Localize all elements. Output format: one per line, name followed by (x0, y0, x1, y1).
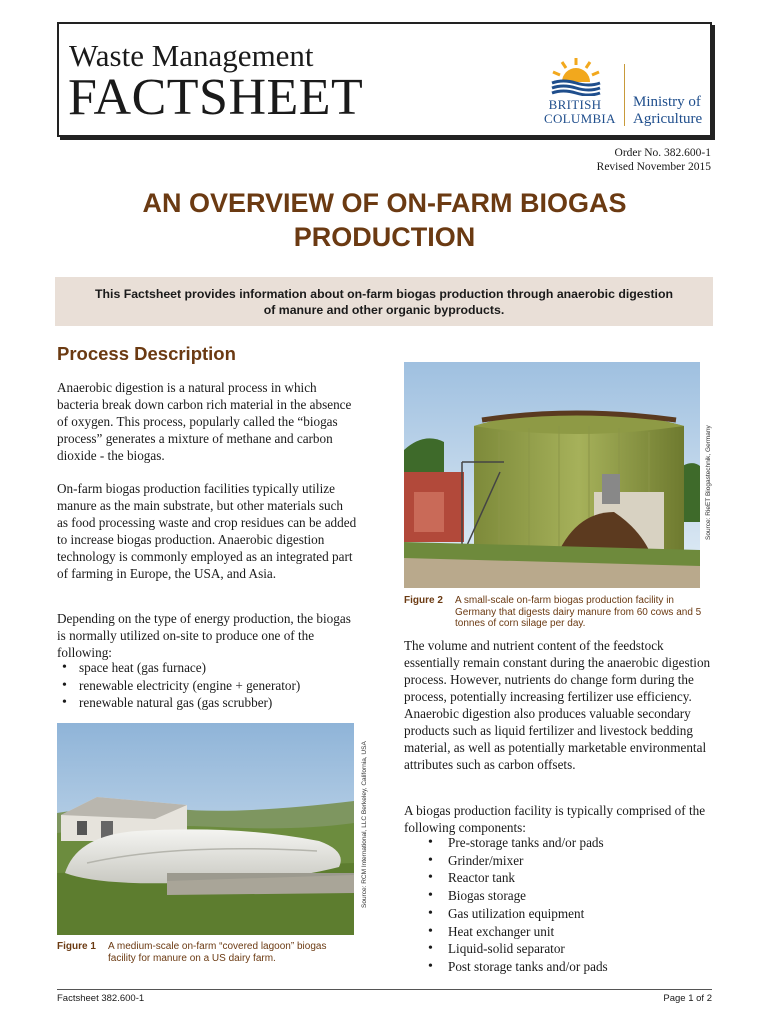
intro-line-1: This Factsheet provides information about on-farm biogas production through anaerobic digestion (95, 287, 673, 301)
paragraph-feedstock-nutrients: The volume and nutrient content of the feedstock essentially remain constant during the anaerobic digestion process. However, nutrients do change form during the process, potentially increasing fertilizer use efficiency. Anaerobic digestion also produces valuable secondary products such as liquid fertilizer and livestock bedding material, as well as potentially marketable environmental attributes such as carbon offsets. (404, 638, 711, 772)
section-heading: Process Description (57, 343, 236, 364)
list-item: • Liquid-solid separator (404, 940, 608, 958)
footer-page-number: Page 1 of 2 (663, 993, 712, 1004)
figure-1-source: Source: RCM International, LLC Berkeley, California, USA (361, 741, 368, 908)
list-item: • Gas utilization equipment (404, 905, 608, 923)
paragraph-facility-components: A biogas production facility is typically comprised of the following components: (404, 803, 706, 835)
bc-ministry-logo (544, 56, 709, 128)
list-item: • Heat exchanger unit (404, 923, 608, 941)
figure-1-label: Figure 1 (57, 941, 96, 952)
ministry-line-1: Ministry of (633, 94, 701, 110)
footer-divider (57, 989, 712, 990)
province-name: BRITISH COLUMBIA (544, 97, 616, 126)
figure-1-caption-text: A medium-scale on-farm “covered lagoon” biogas facility for manure on a US dairy farm. (108, 941, 327, 964)
logo-divider (624, 64, 625, 126)
paragraph-on-farm-facilities: On-farm biogas production facilities typically utilize manure as the main substrate, but other materials such as food processing waste and crop residues can be added to increase biogas production. Anaerobic digestion technology is commonly employed as an integrated part of farming in Europe, the USA, and Asia. (57, 481, 357, 581)
ministry-name (633, 94, 702, 128)
list-item: • Biogas storage (404, 887, 608, 905)
components-list (404, 834, 608, 976)
document-title-line-1: AN OVERVIEW OF ON-FARM BIOGAS (142, 188, 627, 218)
ministry-line-2: Agriculture (633, 111, 703, 127)
list-item: • renewable natural gas (gas scrubber) (57, 694, 357, 712)
order-number: Order No. 382.600-1 (614, 147, 711, 159)
figure-2-source: Source: RieET Biogastechnik, Germany (705, 425, 712, 540)
figure-1-photo (57, 723, 354, 935)
factsheet-header (57, 22, 712, 137)
figure-2-label: Figure 2 (404, 595, 443, 606)
list-item: • Grinder/mixer (404, 852, 608, 870)
list-item: • Reactor tank (404, 869, 608, 887)
intro-summary (55, 277, 713, 326)
energy-uses-list (57, 659, 357, 712)
list-item: • renewable electricity (engine + generator) (57, 677, 357, 695)
figure-2-caption-text: A small-scale on-farm biogas production facility in Germany that digests dairy manure from 60 cows and 5 tonnes of corn silage per day. (455, 595, 702, 629)
header-title: FACTSHEET (68, 69, 364, 126)
paragraph-energy-production: Depending on the type of energy production, the biogas is normally utilized on-site to produce one of the following: (57, 611, 351, 660)
document-title (57, 186, 712, 254)
header-subtitle: Waste Management (69, 38, 314, 73)
paragraph-anaerobic-digestion: Anaerobic digestion is a natural process in which bacteria break down carbon rich material in the absence of oxygen. This process, popularly called the “biogas process” generates a mixture of methane and carbon dioxide - the biogas. (57, 380, 352, 463)
intro-line-2: of manure and other organic byproducts. (263, 303, 505, 317)
list-item: • Pre-storage tanks and/or pads (404, 834, 608, 852)
footer-factsheet-number: Factsheet 382.600-1 (57, 993, 145, 1004)
order-info (597, 146, 711, 174)
list-item: • space heat (gas furnace) (57, 659, 357, 677)
list-item: • Post storage tanks and/or pads (404, 958, 608, 976)
revised-date: Revised November 2015 (596, 161, 711, 173)
figure-2-photo (404, 362, 700, 588)
document-title-line-2: PRODUCTION (293, 222, 476, 252)
bc-sun-logo-icon (550, 56, 602, 96)
